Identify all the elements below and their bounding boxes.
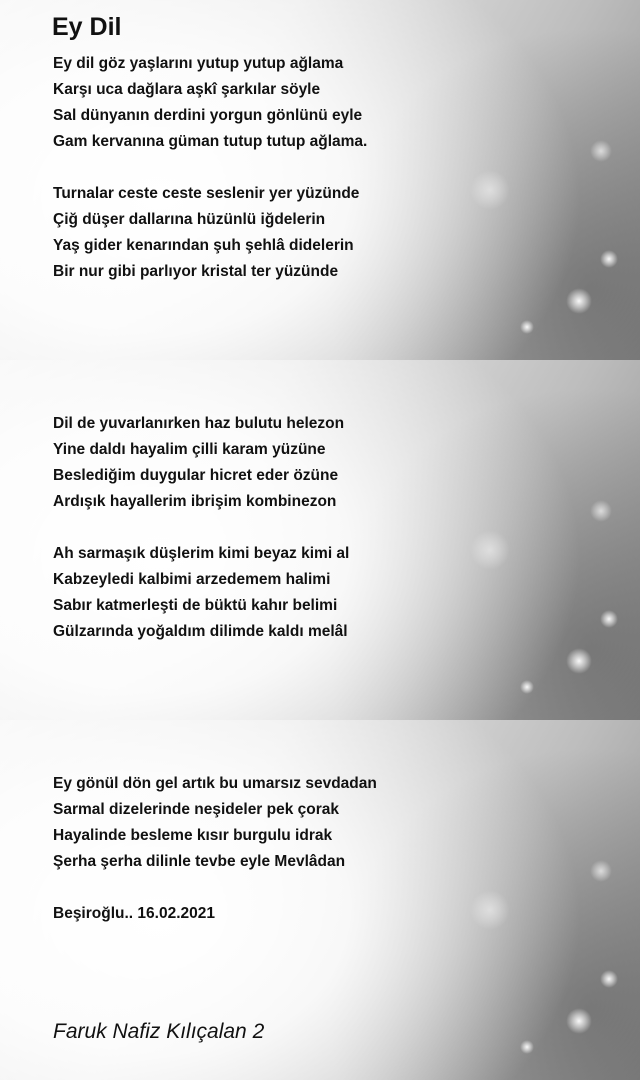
stanza-3	[53, 411, 344, 515]
poem-line: Ardışık hayallerim ibrişim kombinezon	[53, 493, 337, 510]
poem-title: Ey Dil	[52, 13, 122, 41]
stanza-1	[53, 51, 367, 155]
poem-line: Çiğ düşer dallarına hüzünlü iğdelerin	[53, 211, 326, 228]
bokeh-light	[470, 890, 510, 930]
poem-line: Kabzeyledi kalbimi arzedemem halimi	[53, 571, 331, 588]
bokeh-light	[470, 170, 510, 210]
poem-line: Şerha şerha dilinle tevbe eyle Mevlâdan	[53, 853, 346, 870]
poem-line: Gam kervanına güman tutup tutup ağlama.	[53, 133, 368, 150]
bokeh-light	[590, 500, 612, 522]
poem-line: Hayalinde besleme kısır burgulu idrak	[53, 827, 333, 844]
bokeh-light	[520, 320, 534, 334]
poem-card-2	[0, 360, 640, 720]
stanza-4	[53, 541, 349, 645]
poem-line: Yaş gider kenarından şuh şehlâ didelerin	[53, 237, 354, 254]
poem-line: Sabır katmerleşti de büktü kahır belimi	[53, 597, 338, 614]
poem-line: Bir nur gibi parlıyor kristal ter yüzünde	[53, 263, 339, 280]
signature-date: Beşiroğlu.. 16.02.2021	[53, 905, 215, 922]
poem-line: Gülzarında yoğaldım dilimde kaldı melâl	[53, 623, 348, 640]
poem-line: Ey dil göz yaşlarını yutup yutup ağlama	[53, 55, 344, 72]
poem-line: Sarmal dizelerinde neşideler pek çorak	[53, 801, 340, 818]
poem-line: Turnalar ceste ceste seslenir yer yüzünde	[53, 185, 360, 202]
stanza-5	[53, 771, 377, 875]
bokeh-light	[590, 860, 612, 882]
bokeh-light	[566, 1008, 592, 1034]
bokeh-light	[520, 680, 534, 694]
poem-line: Ey gönül dön gel artık bu umarsız sevdadan	[53, 775, 377, 792]
bokeh-light	[590, 140, 612, 162]
bokeh-light	[600, 970, 618, 988]
bokeh-light	[520, 1040, 534, 1054]
stanza-2	[53, 181, 359, 285]
poem-card-3	[0, 720, 640, 1080]
poem-line: Dil de yuvarlanırken haz bulutu helezon	[53, 415, 345, 432]
bokeh-light	[470, 530, 510, 570]
bokeh-light	[566, 288, 592, 314]
poem-line: Ah sarmaşık düşlerim kimi beyaz kimi al	[53, 545, 350, 562]
poem-line: Yine daldı hayalim çilli karam yüzüne	[53, 441, 326, 458]
poem-line: Sal dünyanın derdini yorgun gönlünü eyle	[53, 107, 363, 124]
poem-card-1	[0, 0, 640, 360]
poem-line: Beslediğim duygular hicret eder özüne	[53, 467, 339, 484]
bokeh-light	[600, 250, 618, 268]
poem-line: Karşı uca dağlara aşkî şarkılar söyle	[53, 81, 321, 98]
bokeh-light	[566, 648, 592, 674]
author-name: Faruk Nafiz Kılıçalan 2	[53, 1020, 265, 1043]
bokeh-light	[600, 610, 618, 628]
